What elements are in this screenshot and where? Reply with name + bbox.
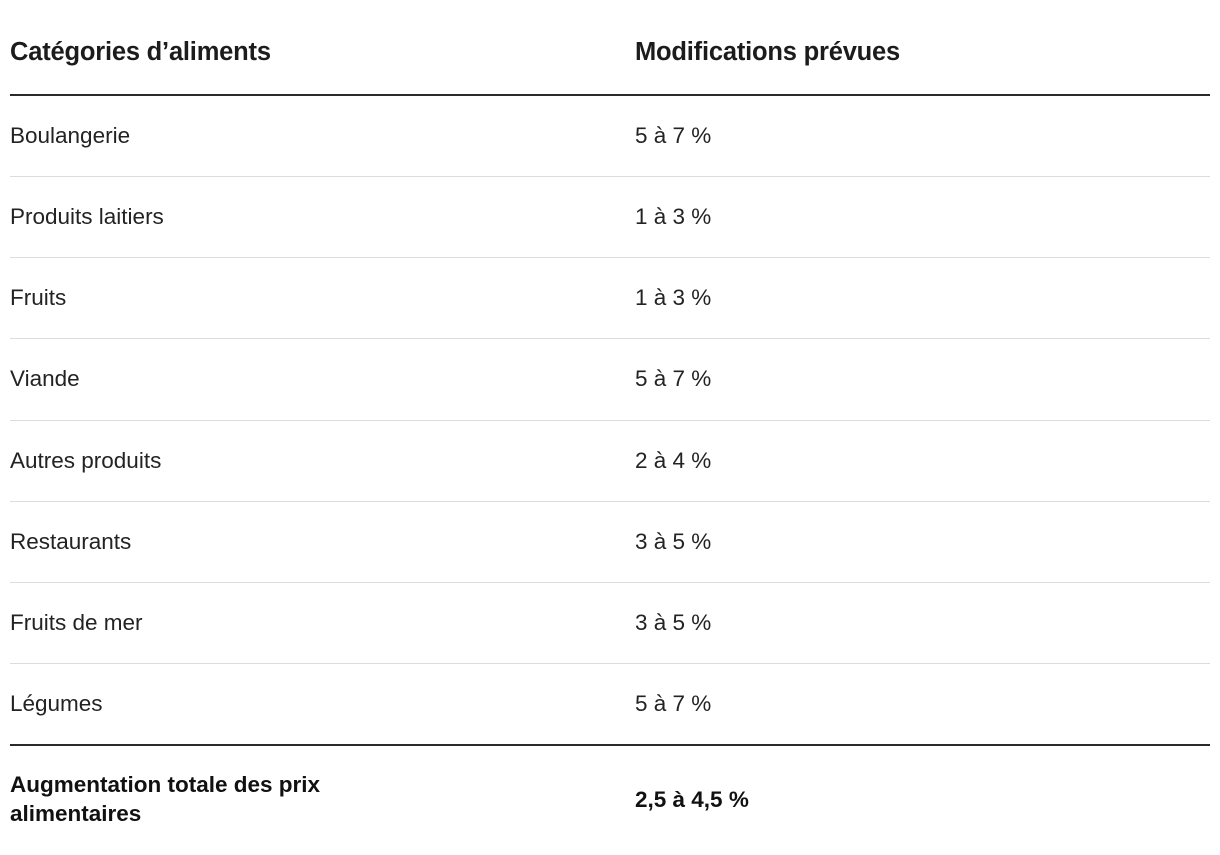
cell-category: Fruits [10,258,635,339]
total-label-text: Augmentation totale des prix alimentaires [10,772,321,826]
cell-category: Viande [10,339,635,420]
table-row [10,339,1210,420]
cell-change: 3 à 5 % [635,501,1210,582]
table-row [10,663,1210,745]
cell-change: 5 à 7 % [635,339,1210,420]
cell-change: 3 à 5 % [635,582,1210,663]
cell-category: Produits laitiers [10,177,635,258]
cell-change: 1 à 3 % [635,258,1210,339]
cell-category: Boulangerie [10,95,635,177]
cell-category: Restaurants [10,501,635,582]
table-row [10,95,1210,177]
table-row [10,420,1210,501]
cell-category: Légumes [10,690,103,716]
table-total-row [10,745,1210,855]
food-price-forecast-table [10,38,1210,855]
cell-change: 2 à 4 % [635,420,1210,501]
column-header-change: Modifications prévues [635,38,901,66]
table-header [10,38,1210,95]
cell-change: 1 à 3 % [635,177,1210,258]
cell-total-label [10,745,635,855]
cell-change: 5 à 7 % [635,690,712,716]
cell-total-change: 2,5 à 4,5 % [635,786,749,812]
table-header-row [10,38,1210,95]
table-row [10,501,1210,582]
cell-category: Fruits de mer [10,582,635,663]
table-row [10,258,1210,339]
column-header-category: Catégories d’aliments [10,38,271,66]
table-body [10,95,1210,855]
table-row [10,582,1210,663]
table-row [10,177,1210,258]
cell-change: 5 à 7 % [635,95,1210,177]
cell-category: Autres produits [10,420,635,501]
